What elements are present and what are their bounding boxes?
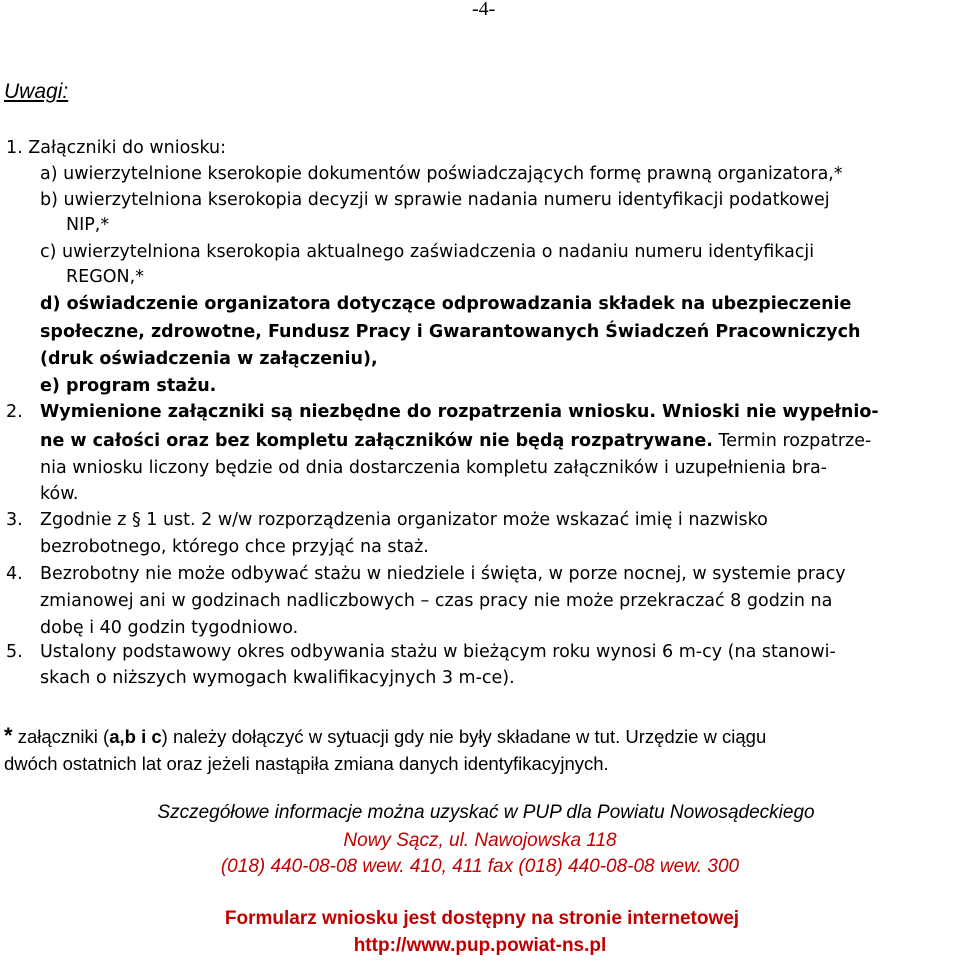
item1-c-line1: c) uwierzytelniona kserokopia aktualnego zaświadczenia o nadaniu numeru identyfikacji — [40, 242, 815, 262]
item1-d-line1: d) oświadczenie organizatora dotyczące odprowadzania składek na ubezpieczenie — [40, 294, 852, 314]
item2-line2-rest: Termin rozpatrze- — [712, 431, 872, 451]
item1-b-line2: NIP,* — [66, 215, 110, 235]
page-number: -4- — [472, 0, 496, 20]
item1-b-line1: b) uwierzytelniona kserokopia decyzji w sprawie nadania numeru identyfikacji podatkowej — [40, 190, 830, 210]
item1-d-line3: (druk oświadczenia w załączeniu), — [40, 349, 378, 369]
footnote-pre: załączniki ( — [12, 726, 110, 747]
item4-line3: dobę i 40 godzin tygodniowo. — [40, 618, 299, 638]
item5-line1: Ustalony podstawowy okres odbywania stażu w bieżącym roku wynosi 6 m-cy (na stanowi- — [40, 642, 836, 662]
item5-number: 5. — [6, 642, 23, 662]
item2-line3: nia wniosku liczony będzie od dnia dostarczenia kompletu załączników i uzupełnienia bra- — [40, 458, 827, 478]
item3-line1: Zgodnie z § 1 ust. 2 w/w rozporządzenia organizator może wskazać imię i nazwisko — [40, 510, 768, 530]
item4-number: 4. — [6, 564, 23, 584]
item1-d-line2: społeczne, zdrowotne, Fundusz Pracy i Gwarantowanych Świadczeń Pracowniczych — [40, 322, 861, 342]
item3-line2: bezrobotnego, którego chce przyjąć na staż. — [40, 537, 429, 557]
item2-number: 2. — [6, 402, 23, 422]
item2-line2 — [40, 429, 871, 453]
item4-line1: Bezrobotny nie może odbywać stażu w niedziele i święta, w porze nocnej, w systemie pracy — [40, 564, 846, 584]
form-note-line1: Formularz wniosku jest dostępny na stronie internetowej — [224, 908, 740, 929]
item3-number: 3. — [6, 510, 23, 530]
info-address: Nowy Sącz, ul. Nawojowska 118 — [343, 830, 617, 851]
website-link[interactable]: http://www.pup.powiat-ns.pl — [353, 935, 607, 956]
footnote-post: ) należy dołączyć w sytuacji gdy nie były składane w tut. Urzędzie w ciągu — [161, 726, 767, 747]
footnote-bold: a,b i c — [109, 726, 162, 747]
item1-e: e) program stażu. — [40, 376, 217, 396]
info-line1: Szczegółowe informacje można uzyskać w PUP dla Powiatu Nowosądeckiego — [157, 802, 815, 823]
item2-line2-bold: ne w całości oraz bez kompletu załączników nie będą rozpatrywane. — [40, 431, 713, 451]
item4-line2: zmianowej ani w godzinach nadliczbowych – czas pracy nie może przekraczać 8 godzin na — [40, 591, 833, 611]
item5-line2: skach o niższych wymogach kwalifikacyjnych 3 m-ce). — [40, 668, 515, 688]
item2-line1: Wymienione załączniki są niezbędne do rozpatrzenia wniosku. Wnioski nie wypełnio- — [40, 402, 879, 422]
item1-a: a) uwierzytelnione kserokopie dokumentów poświadczających formę prawną organizatora,* — [40, 164, 843, 184]
item1-title: 1. Załączniki do wniosku: — [6, 138, 227, 158]
item1-c-line2: REGON,* — [66, 267, 144, 287]
footnote-asterisk: * — [4, 723, 13, 748]
info-phone: (018) 440-08-08 wew. 410, 411 fax (018) 440-08-08 wew. 300 — [220, 856, 740, 877]
footnote-line1 — [4, 724, 766, 749]
footnote-line2: dwóch ostatnich lat oraz jeżeli nastąpiła zmiana danych identyfikacyjnych. — [4, 753, 609, 774]
page-heading: Uwagi: — [4, 80, 69, 103]
item2-line4: ków. — [40, 484, 79, 504]
